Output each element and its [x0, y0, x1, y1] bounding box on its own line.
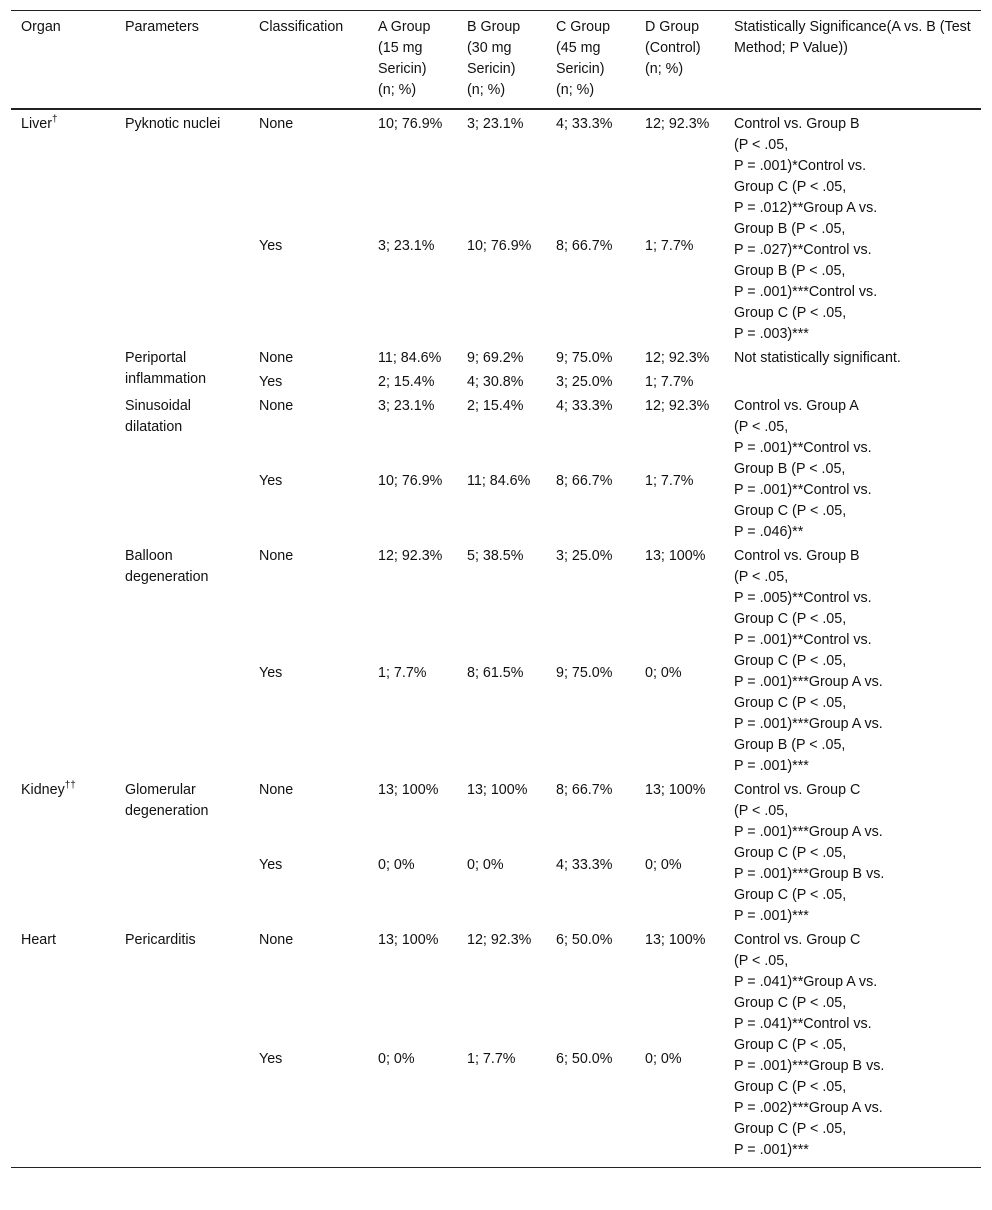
header-b-group-unit: (n; %) [467, 82, 506, 98]
cell-c: 4; 33.3% [556, 116, 613, 132]
sig-periportal: Not statistically significant. [734, 350, 901, 366]
cell-d: 1; 7.7% [645, 374, 694, 390]
cls-yes: Yes [259, 665, 283, 681]
cell-c: 3; 25.0% [556, 374, 613, 390]
cls-none: None [259, 116, 294, 132]
cell-b: 2; 15.4% [467, 398, 524, 414]
organ-liver: Liver [21, 116, 52, 132]
sig-balloon: Control vs. Group B (P < .05, P = .005)**Control vs. Group C (P < .05, P = .001)**Control vs. Group C (P < .05, P = .001)***Group A vs. Group C (P < .05, P = .001)***Group A vs. Group B (P < .05, P = .001)*** [734, 548, 883, 774]
liver-footnote-mark: † [52, 114, 58, 126]
cell-a: 10; 76.9% [378, 116, 443, 132]
cell-a: 0; 0% [368, 1047, 457, 1168]
cell-b: 1; 7.7% [457, 1047, 546, 1168]
cls-none: None [259, 932, 294, 948]
cell-a: 0; 0% [378, 857, 415, 873]
header-c-group-unit: (n; %) [556, 82, 595, 98]
cls-none: None [259, 350, 294, 366]
cell-a: 12; 92.3% [378, 548, 443, 564]
header-b-group-label: B Group (30 mg Sericin) [467, 19, 521, 77]
header-a-group-unit: (n; %) [378, 82, 417, 98]
cell-b: 12; 92.3% [467, 932, 532, 948]
param-periportal: Periportal inflammation [125, 350, 207, 387]
cell-c: 8; 66.7% [556, 473, 613, 489]
header-c-group [546, 11, 635, 110]
cell-b: 0; 0% [467, 857, 504, 873]
cell-d: 0; 0% [635, 1047, 724, 1168]
header-significance: Statistically Significance(A vs. B (Test Method; P Value)) [724, 11, 981, 110]
cell-d: 1; 7.7% [645, 238, 694, 255]
cell-d: 13; 100% [645, 782, 706, 798]
cell-a: 10; 76.9% [378, 473, 443, 489]
cls-none: None [259, 548, 294, 564]
cell-b: 5; 38.5% [467, 548, 524, 564]
sig-sinusoidal: Control vs. Group A (P < .05, P = .001)**Control vs. Group B (P < .05, P = .001)**Control vs. Group C (P < .05, P = .046)** [734, 398, 872, 540]
param-pyknotic: Pyknotic nuclei [125, 116, 221, 132]
cell-a: 13; 100% [378, 782, 439, 798]
organ-cell-liver [11, 109, 115, 778]
header-c-group-label: C Group (45 mg Sericin) [556, 19, 611, 77]
cell-a: 3; 23.1% [378, 398, 435, 414]
organ-heart: Heart [11, 928, 115, 1168]
table-row [11, 778, 981, 853]
header-organ: Organ [11, 11, 115, 110]
header-b-group [457, 11, 546, 110]
sig-pyknotic: Control vs. Group B (P < .05, P = .001)*Control vs. Group C (P < .05, P = .012)**Group A vs. Group B (P < .05, P = .027)**Control vs. Group B (P < .05, P = .001)***Control vs. Group C (P < .05, P = .003)*** [734, 116, 878, 342]
cell-d: 13; 100% [645, 548, 706, 564]
cell-c: 6; 50.0% [546, 1047, 635, 1168]
table-body [11, 109, 981, 1168]
cell-b: 13; 100% [467, 782, 528, 798]
cell-b: 4; 30.8% [467, 374, 524, 390]
cell-c: 9; 75.0% [556, 665, 613, 681]
cell-b: 9; 69.2% [467, 350, 524, 366]
organ-cell-kidney [11, 778, 115, 928]
table-row [11, 544, 981, 661]
header-parameters: Parameters [115, 11, 249, 110]
header-d-group-label: D Group (Control) [645, 19, 701, 56]
cls-none: None [259, 782, 294, 798]
cell-c: 8; 66.7% [556, 238, 613, 255]
cell-c: 3; 25.0% [556, 548, 613, 564]
cell-d: 12; 92.3% [645, 350, 710, 366]
cell-c: 4; 33.3% [556, 857, 613, 873]
table-wrapper [11, 10, 981, 1168]
param-balloon: Balloon degeneration [125, 548, 209, 585]
header-d-group-unit: (n; %) [645, 61, 684, 77]
cell-d: 13; 100% [645, 932, 706, 948]
cell-a: 11; 84.6% [378, 350, 442, 366]
histopathology-table [11, 10, 981, 1168]
cls-yes: Yes [259, 374, 283, 390]
table-row [11, 346, 981, 370]
cell-b: 3; 23.1% [467, 116, 524, 132]
kidney-footnote-mark: †† [64, 780, 76, 792]
cell-a: 13; 100% [378, 932, 439, 948]
cell-b: 11; 84.6% [467, 473, 531, 489]
cls-yes: Yes [259, 857, 283, 873]
table-row [11, 109, 981, 234]
cell-c: 9; 75.0% [556, 350, 613, 366]
cell-c: 6; 50.0% [556, 932, 613, 948]
sig-pericarditis: Control vs. Group C (P < .05, P = .041)**Group A vs. Group C (P < .05, P = .041)**Control vs. Group C (P < .05, P = .001)***Group B vs. Group C (P < .05, P = .002)***Group A vs. Group C (P < .05, P = .001)*** [724, 928, 981, 1168]
cell-d: 0; 0% [645, 665, 682, 681]
param-glomerular: Glomerular degeneration [125, 782, 209, 819]
cell-b: 10; 76.9% [467, 238, 532, 255]
cell-a: 2; 15.4% [378, 374, 435, 390]
param-sinusoidal: Sinusoidal dilatation [125, 398, 191, 435]
header-classification: Classification [249, 11, 368, 110]
cls-yes: Yes [259, 238, 283, 255]
param-pericarditis: Pericarditis [115, 928, 249, 1168]
organ-kidney: Kidney [21, 782, 65, 798]
cell-d: 12; 92.3% [645, 116, 710, 132]
cell-d: 12; 92.3% [645, 398, 710, 414]
sig-glomerular: Control vs. Group C (P < .05, P = .001)***Group A vs. Group C (P < .05, P = .001)***Group B vs. Group C (P < .05, P = .001)*** [734, 782, 885, 924]
table-header [11, 11, 981, 110]
cell-a: 1; 7.7% [378, 665, 427, 681]
cell-c: 4; 33.3% [556, 398, 613, 414]
cell-d: 1; 7.7% [645, 473, 694, 489]
cls-yes: Yes [249, 1047, 368, 1168]
cls-none: None [259, 398, 294, 414]
header-a-group-label: A Group (15 mg Sericin) [378, 19, 431, 77]
cls-yes: Yes [259, 473, 283, 489]
cell-d: 0; 0% [645, 857, 682, 873]
header-a-group [368, 11, 457, 110]
cell-a: 3; 23.1% [378, 238, 435, 255]
cell-c: 8; 66.7% [556, 782, 613, 798]
header-row [11, 11, 981, 110]
table-row [11, 928, 981, 1047]
cell-b: 8; 61.5% [467, 665, 524, 681]
header-d-group [635, 11, 724, 110]
table-row [11, 394, 981, 469]
